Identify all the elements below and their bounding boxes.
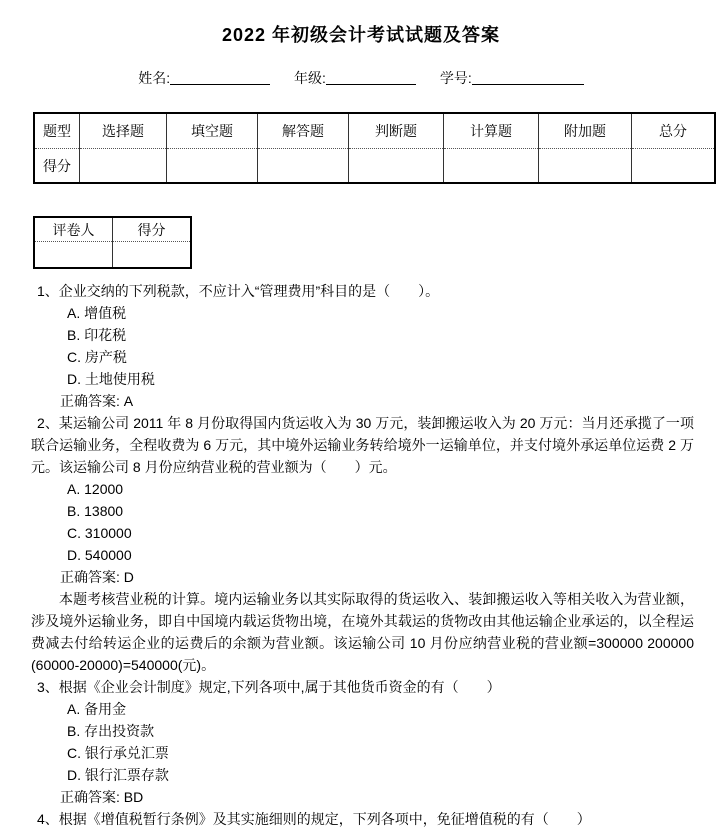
student-id-blank-line [472, 70, 584, 85]
score-table-header-cell-3: 解答题 [258, 113, 349, 149]
grader-table-value-cell-1 [113, 242, 192, 269]
score-table-score-cell-4 [349, 149, 444, 184]
question-stem: 2、某运输公司 2011 年 8 月份取得国内货运收入为 30 万元，装卸搬运收入为 20 万元：当月还承揽了一项联合运输业务，全程收费为 6 万元，其中境外运输业务转给境外一运输单位，并支付境外承运单位运费 2 万元。该运输公司 8 月份应纳营业税的营业额为（ ）元。 [31, 415, 694, 475]
name-blank-line [170, 70, 270, 85]
question-option: C. 310000 [67, 525, 132, 541]
question-option: B. 13800 [67, 503, 124, 519]
question-option: C. 银行承兑汇票 [67, 745, 169, 761]
grade-field [294, 70, 416, 86]
question-stem: 4、根据《增值税暂行条例》及其实施细则的规定，下列各项中，免征增值税的有（ ） [37, 811, 591, 827]
score-table-header-cell-2: 填空题 [167, 113, 258, 149]
student-id-field [440, 70, 584, 86]
question-block [31, 676, 694, 808]
question-block [31, 280, 694, 412]
grade-blank-line [326, 70, 416, 85]
question-stem: 1、企业交纳的下列税款，不应计入“管理费用”科目的是（ ）。 [37, 283, 440, 299]
score-table-score-cell-1 [80, 149, 167, 184]
question-options [31, 698, 694, 786]
question-option: C. 房产税 [67, 349, 127, 365]
question-option: D. 540000 [67, 547, 132, 563]
question-option: D. 银行汇票存款 [67, 767, 169, 783]
question-answer-line: 正确答案: BD [60, 789, 144, 805]
score-table-score-cell-6 [539, 149, 632, 184]
score-table-header-cell-5: 计算题 [444, 113, 539, 149]
grader-table-value-cell-0 [34, 242, 113, 269]
grader-table-header-cell-1: 得分 [113, 217, 192, 242]
question-option: A. 12000 [67, 481, 124, 497]
question-option: A. 备用金 [67, 701, 127, 717]
score-table-score-cell-7 [632, 149, 716, 184]
question-option: D. 土地使用税 [67, 371, 155, 387]
score-summary-table [33, 112, 716, 184]
score-table-score-cell-2 [167, 149, 258, 184]
grader-table-header-row [34, 217, 191, 242]
question-option: A. 增值税 [67, 305, 127, 321]
score-table-score-cell-5 [444, 149, 539, 184]
score-table-score-cell-3 [258, 149, 349, 184]
question-options [31, 478, 694, 566]
score-table-header-cell-4: 判断题 [349, 113, 444, 149]
score-table-header-cell-7: 总分 [632, 113, 716, 149]
score-table-header-row [34, 113, 715, 149]
questions [31, 280, 694, 830]
page-title: 2022 年初级会计考试试题及答案 [221, 25, 501, 45]
score-table-header-cell-6: 附加题 [539, 113, 632, 149]
question-options [31, 302, 694, 390]
question-block [31, 412, 694, 676]
grader-score-table [33, 216, 192, 269]
question-stem: 3、根据《企业会计制度》规定,下列各项中,属于其他货币资金的有（ ） [37, 679, 501, 695]
student-info-line [0, 68, 722, 88]
score-table-header-cell-0: 题型 [34, 113, 80, 149]
score-table-header-cell-1: 选择题 [80, 113, 167, 149]
grader-table-value-row [34, 242, 191, 269]
grader-table-header-cell-0: 评卷人 [34, 217, 113, 242]
name-field [138, 70, 270, 86]
question-option: B. 印花税 [67, 327, 127, 343]
question-answer-line: 正确答案: D [60, 569, 134, 585]
question-option: B. 存出投资款 [67, 723, 155, 739]
student-id-label: 学号: [439, 70, 472, 86]
grade-label: 年级: [294, 70, 326, 86]
question-explanation: 本题考核营业税的计算。境内运输业务以其实际取得的货运收入、装卸搬运收入等相关收入为营业额，涉及境外运输业务，即自中国境内载运货物出境，在境外其载运的货物改由其他运输企业承运的，以全程运费减去付给转运企业的运费后的余额为营业额。该运输公司 10 月份应纳营业税的营业额=300000 200000 (60000-20000)=540000(元)。 [31, 591, 694, 673]
question-answer-line: 正确答案: A [60, 393, 134, 409]
name-label: 姓名: [138, 70, 171, 86]
score-table-score-row [34, 149, 715, 184]
score-table-score-cell-0: 得分 [34, 149, 80, 184]
question-block [31, 808, 694, 830]
